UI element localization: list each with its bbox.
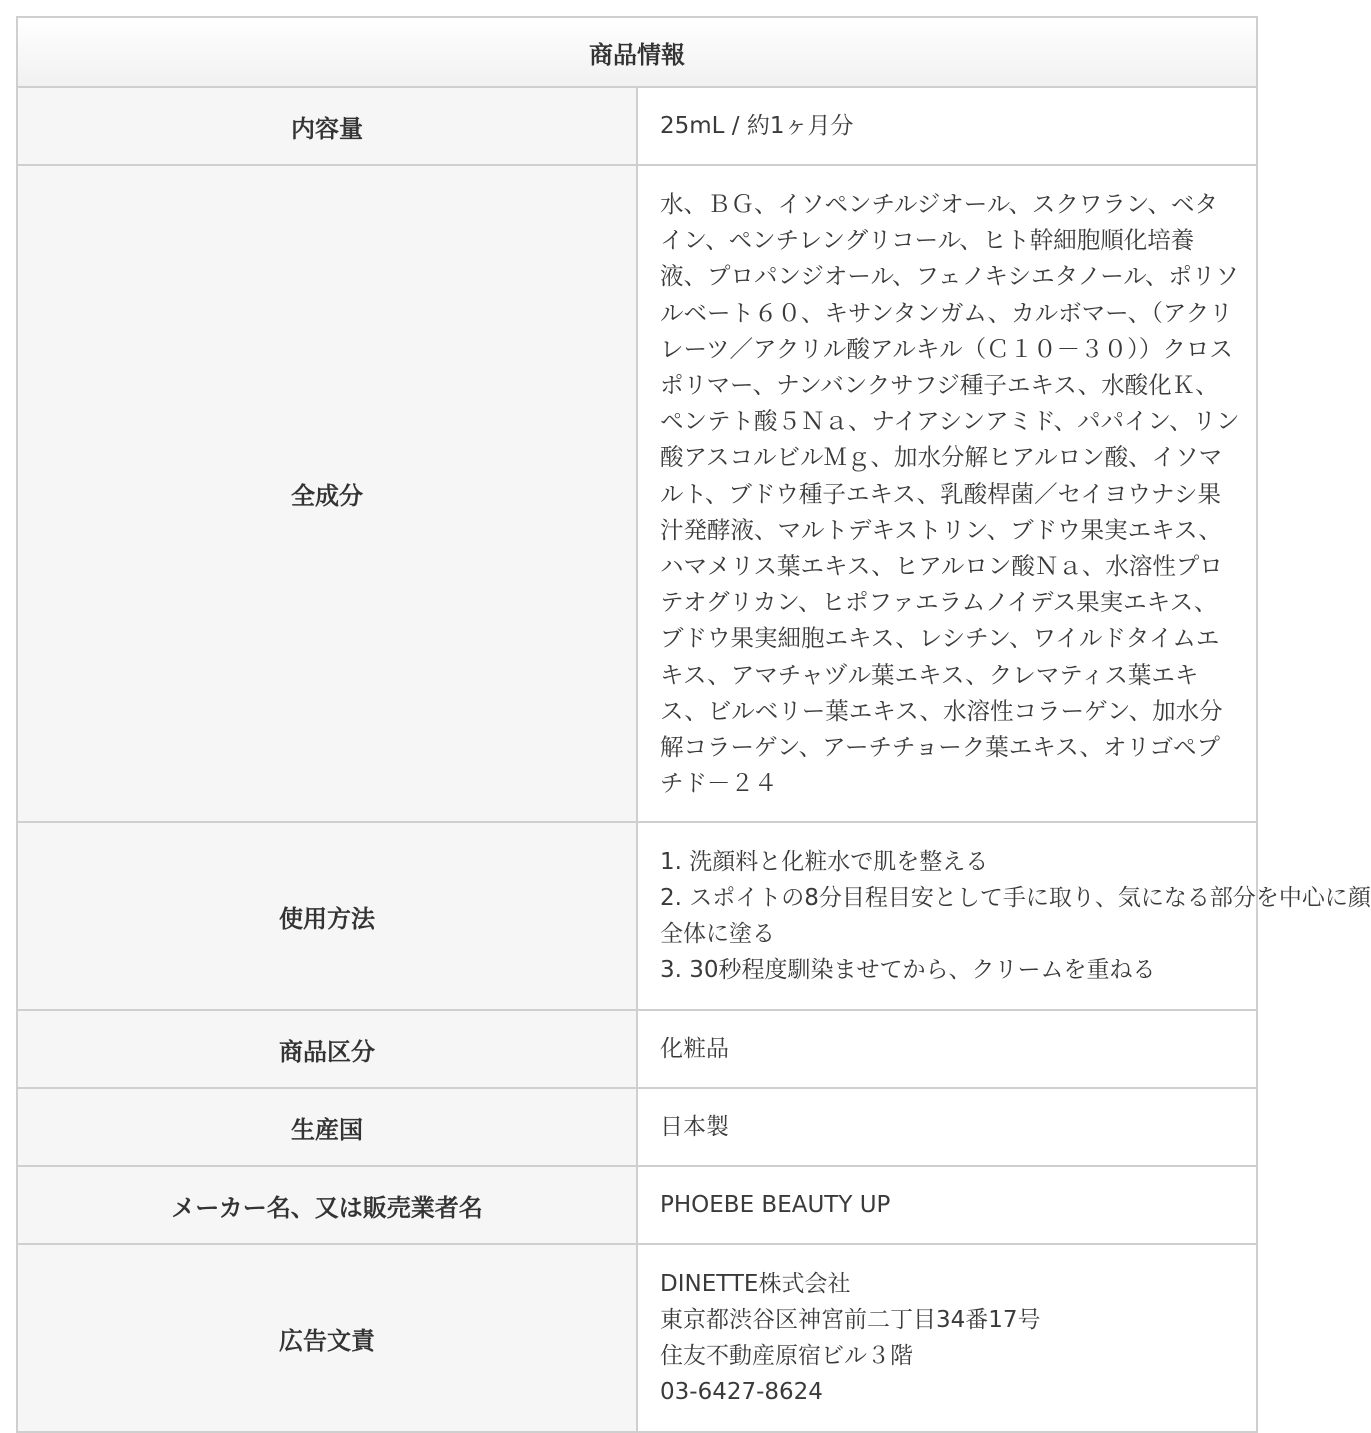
usage-line: 1. 洗顔料と化粧水で肌を整える [660, 849, 989, 876]
maker-label: メーカー名、又は販売業者名 [17, 1166, 637, 1244]
category-label: 商品区分 [17, 1010, 637, 1088]
category-value: 化粧品 [637, 1010, 1257, 1088]
company-building: 住友不動産原宿ビル３階 [660, 1343, 913, 1370]
product-info-section [16, 16, 1371, 1433]
usage-value-cell [637, 822, 1371, 1010]
company-phone: 03-6427-8624 [660, 1379, 823, 1406]
maker-value: PHOEBE BEAUTY UP [637, 1166, 1257, 1244]
table-row-origin [17, 1088, 1257, 1166]
company-address: 東京都渋谷区神宮前二丁目34番17号 [660, 1307, 1041, 1334]
advertiser-value-cell [637, 1244, 1257, 1432]
origin-label: 生産国 [17, 1088, 637, 1166]
product-info-table [16, 16, 1371, 1433]
advertiser-label: 広告文責 [17, 1244, 637, 1432]
usage-line: 全体に塗る [660, 921, 775, 948]
volume-value: 25mL / 約1ヶ月分 [637, 87, 1257, 165]
company-name: DINETTE株式会社 [660, 1271, 851, 1298]
table-title: 商品情報 [17, 17, 1257, 87]
usage-line: 3. 30秒程度馴染ませてから、クリームを重ねる [660, 957, 1156, 984]
usage-line: 2. スポイトの8分目程目安として手に取り、気になる部分を中心に顔 [660, 885, 1371, 912]
ingredients-value-cell [637, 165, 1257, 822]
table-row-ingredients [17, 165, 1257, 822]
ingredients-value: 水、ＢＧ、イソペンチルジオール、スクワラン、ベタイン、ペンチレングリコール、ヒト幹細胞順化培養液、プロパンジオール、フェノキシエタノール、ポリソルベート６０、キサンタンガム、カルボマー、（アクリレーツ／アクリル酸アルキル（Ｃ１０－３０））クロスポリマー、ナンバンクサフジ種子エキス、水酸化Ｋ、ペンテト酸５Ｎａ、ナイアシンアミド、パパイン、リン酸アスコルビルＭｇ、加水分解ヒアルロン酸、イソマルト、ブドウ種子エキス、乳酸桿菌／セイヨウナシ果汁発酵液、マルトデキストリン、ブドウ果実エキス、ハマメリス葉エキス、ヒアルロン酸Ｎａ、水溶性プロテオグリカン、ヒポファエラムノイデス果実エキス、ブドウ果実細胞エキス、レシチン、ワイルドタイムエキス、アマチャヅル葉エキス、クレマティス葉エキス、ビルベリー葉エキス、水溶性コラーゲン、加水分解コラーゲン、アーチチョーク葉エキス、オリゴペプチド－２４ [660, 190, 1240, 798]
ingredients-label: 全成分 [17, 165, 637, 822]
table-row-maker [17, 1166, 1257, 1244]
table-row-advertiser [17, 1244, 1257, 1432]
origin-value: 日本製 [637, 1088, 1257, 1166]
table-row-volume [17, 87, 1257, 165]
table-header-row [17, 17, 1257, 87]
usage-label: 使用方法 [17, 822, 637, 1010]
volume-label: 内容量 [17, 87, 637, 165]
table-row-usage [17, 822, 1257, 1010]
table-row-category [17, 1010, 1257, 1088]
